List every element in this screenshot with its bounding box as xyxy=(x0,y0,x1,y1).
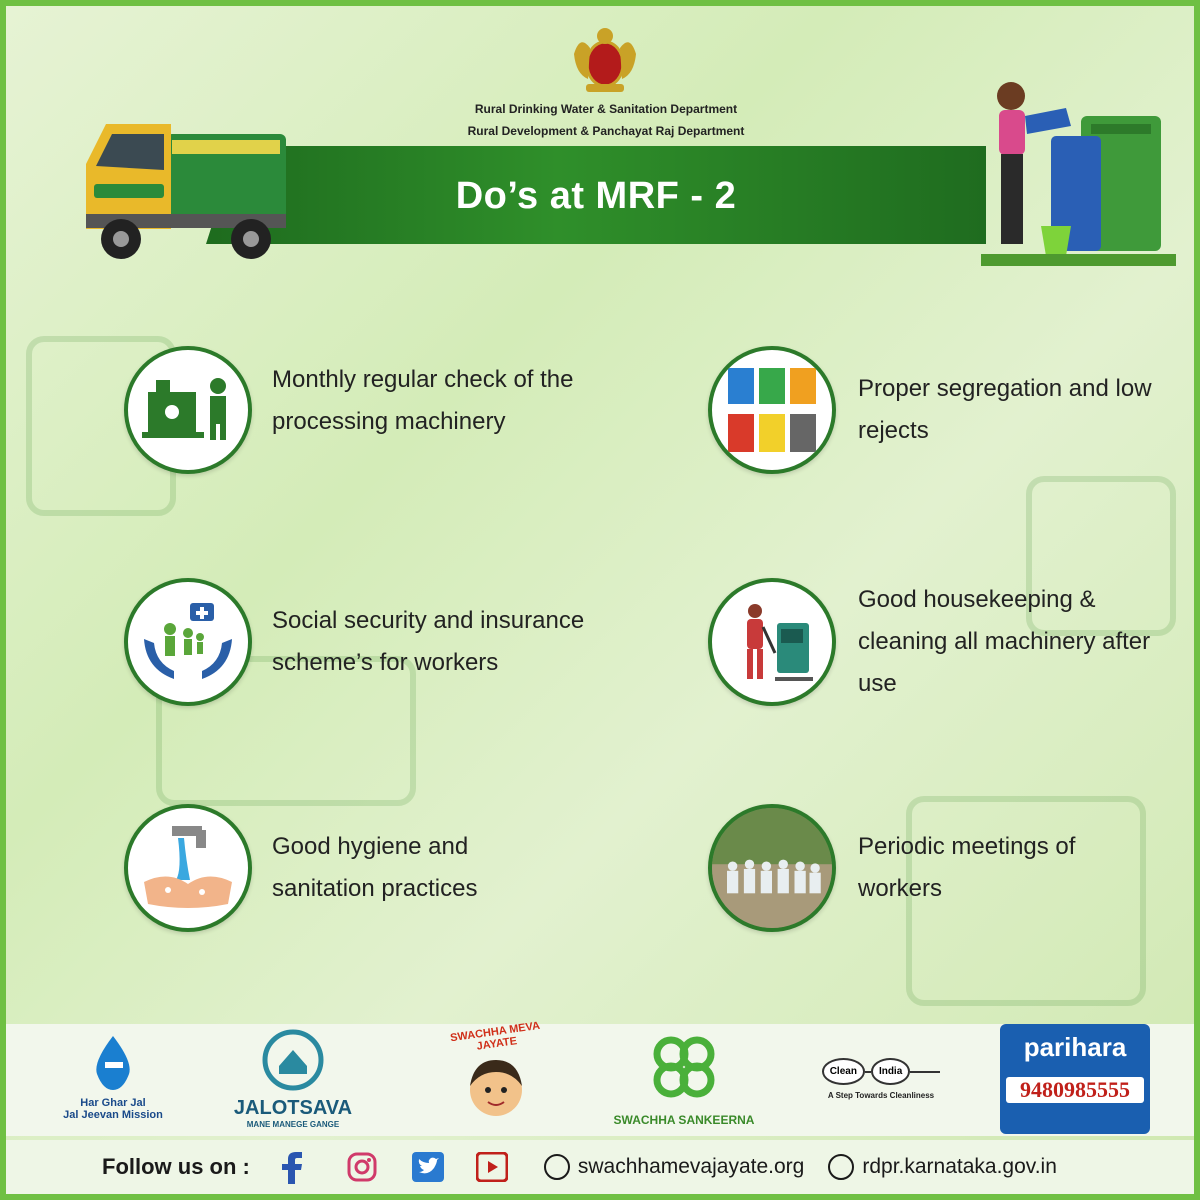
instagram-icon[interactable] xyxy=(344,1149,380,1185)
page-title: Do’s at MRF - 2 xyxy=(455,175,737,217)
swachha-meva-jayate-title: SWACHHA MEVA JAYATE xyxy=(449,1019,541,1053)
machinery-icon xyxy=(124,346,252,474)
jalotsava-icon xyxy=(261,1028,325,1092)
garbage-truck-icon xyxy=(76,104,296,274)
segregation-bins-icon xyxy=(708,346,836,474)
follow-label: Follow us on : xyxy=(102,1154,250,1179)
item-housekeeping xyxy=(708,578,1158,706)
insurance-hands-icon xyxy=(124,578,252,706)
swachha-sankeerna-logo xyxy=(604,1032,764,1127)
swachha-sankeerna-title: SWACHHA SANKEERNA xyxy=(613,1113,755,1127)
facebook-icon[interactable] xyxy=(274,1149,310,1185)
follow-bar xyxy=(6,1140,1194,1194)
parihara-logo xyxy=(1000,1024,1150,1134)
india-text: India xyxy=(871,1058,910,1085)
har-ghar-jal-text: Har Ghar Jal xyxy=(80,1097,146,1109)
item-segregation xyxy=(708,346,1158,474)
girl-mascot-icon xyxy=(456,1050,536,1130)
item-text: Periodic meetings of workers xyxy=(858,833,1076,902)
jalotsava-title: JALOTSAVA xyxy=(233,1097,353,1119)
sankeerna-knot-icon xyxy=(649,1032,719,1102)
item-text: Social security and insurance scheme’s for workers xyxy=(272,607,585,676)
jal-jeevan-mission-text: Jal Jeevan Mission xyxy=(63,1109,163,1121)
twitter-icon[interactable] xyxy=(410,1149,446,1185)
youtube-icon[interactable] xyxy=(474,1149,510,1185)
item-text: Monthly regular check of the processing machinery xyxy=(272,366,574,435)
water-drop-icon xyxy=(83,1032,143,1092)
worker-meeting-photo xyxy=(708,804,836,932)
item-meetings xyxy=(708,804,1158,932)
item-machinery-check xyxy=(124,346,602,474)
swachha-meva-jayate-logo xyxy=(436,1019,556,1135)
footer-logos xyxy=(6,1019,1194,1136)
department-line-2: Rural Development & Panchayat Raj Department xyxy=(467,124,745,138)
clean-india-tagline: A Step Towards Cleanliness xyxy=(827,1091,935,1100)
globe-icon xyxy=(828,1154,854,1180)
item-text: Proper segregation and low rejects xyxy=(858,375,1152,444)
website-link-rdpr[interactable]: rdpr.karnataka.gov.in xyxy=(862,1155,1057,1178)
parihara-phone[interactable]: 9480985555 xyxy=(1006,1077,1144,1103)
cleaning-worker-icon xyxy=(708,578,836,706)
jalotsava-subtitle: MANE MANEGE GANGE xyxy=(246,1120,340,1129)
jalotsava-logo xyxy=(218,1028,368,1129)
karnataka-emblem-icon xyxy=(566,24,644,96)
handwashing-icon xyxy=(124,804,252,932)
item-social-security xyxy=(124,578,632,706)
website-link-swachhamevajayate[interactable]: swachhamevajayate.org xyxy=(577,1155,805,1178)
item-text: Good housekeeping & cleaning all machinery after use xyxy=(858,586,1151,697)
clean-text: Clean xyxy=(822,1058,865,1085)
har-ghar-jal-logo xyxy=(48,1032,178,1121)
globe-icon xyxy=(544,1154,570,1180)
item-hygiene xyxy=(124,804,572,932)
woman-with-bins-icon xyxy=(981,76,1176,266)
department-line-1: Rural Drinking Water & Sanitation Department xyxy=(474,102,738,116)
item-text: Good hygiene and sanitation practices xyxy=(272,833,478,902)
parihara-name: parihara xyxy=(1023,1032,1127,1062)
clean-india-logo xyxy=(806,1058,956,1100)
